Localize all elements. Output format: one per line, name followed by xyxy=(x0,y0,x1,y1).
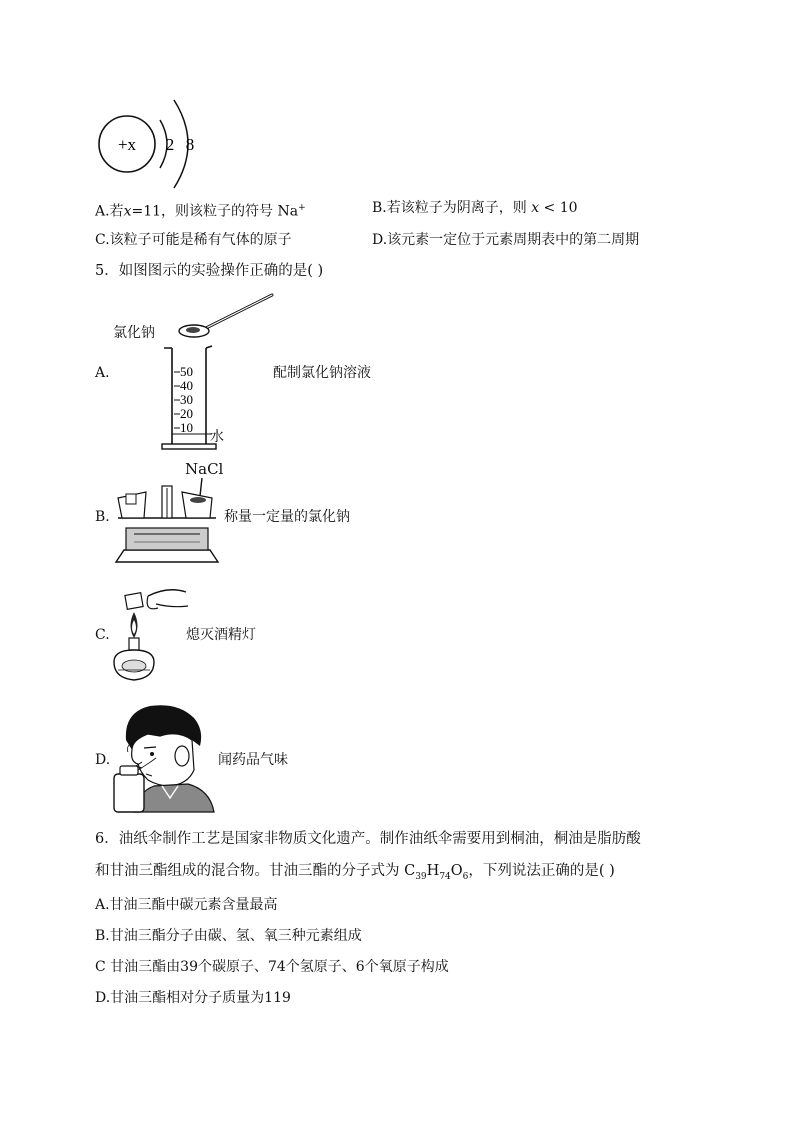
nucleus-charge: +x xyxy=(117,135,137,154)
q5-option-d-letter: D. xyxy=(95,752,111,768)
q6-option-c: C 甘油三酯由39个碳原子、74个氢原子、6个氧原子构成 xyxy=(95,959,449,975)
q4-option-b: B.若该粒子为阴离子，则 x < 10 xyxy=(372,200,578,216)
atom-structure-diagram xyxy=(90,92,210,192)
shell-electrons-2: 8 xyxy=(185,135,195,154)
q4-option-c: C.该粒子可能是稀有气体的原子 xyxy=(95,232,292,248)
q6-option-b: B.甘油三酯分子由碳、氢、氧三种元素组成 xyxy=(95,928,362,944)
formula-carbon-count: 39 xyxy=(415,871,427,882)
q6-stem-line1: 6．油纸伞制作工艺是国家非物质文化遗产。制作油纸伞需要用到桐油，桐油是脂肪酸 xyxy=(95,831,641,847)
cylinder-tick-30: 30 xyxy=(180,392,193,407)
q6-stem-line2: 和甘油三酯组成的混合物。甘油三酯的分子式为 $C_{39}H_{74}O_6$，下列说法正确的是( ) xyxy=(95,863,615,882)
salt-label: 氯化钠 xyxy=(113,325,155,341)
q4-option-d: D.该元素一定位于元素周期表中的第二周期 xyxy=(372,232,640,248)
smelling-illustration xyxy=(108,700,218,815)
q6-option-d: D.甘油三酯相对分子质量为119 xyxy=(95,990,291,1006)
cylinder-tick-20: 20 xyxy=(180,406,193,421)
water-label: 水 xyxy=(210,429,224,445)
q6-option-a: A.甘油三酯中碳元素含量最高 xyxy=(95,897,278,913)
formula-hydrogen-count: 74 xyxy=(439,871,451,882)
q5-option-a-letter: A. xyxy=(95,365,110,381)
q5-option-c-letter: C. xyxy=(95,627,110,643)
q5-option-a-caption: 配制氯化钠溶液 xyxy=(273,365,371,381)
cylinder-tick-10: 10 xyxy=(180,420,193,435)
q5-option-b-caption: 称量一定量的氯化钠 xyxy=(224,509,350,525)
alcohol-lamp-illustration xyxy=(108,582,196,690)
balance-scale xyxy=(112,478,224,564)
shell-electrons-1: 2 xyxy=(165,135,175,154)
q4-option-a: A.若x=11，则该粒子的符号 Na+ xyxy=(95,203,306,220)
graduated-cylinder xyxy=(158,346,238,452)
nacl-label: NaCl xyxy=(185,460,224,478)
spoon-illustration xyxy=(170,290,280,340)
q5-option-d-caption: 闻药品气味 xyxy=(218,752,288,768)
q5-option-b-letter: B. xyxy=(95,509,110,525)
cylinder-tick-50: 50 xyxy=(180,364,193,379)
cylinder-tick-40: 40 xyxy=(180,378,193,393)
q5-option-c-caption: 熄灭酒精灯 xyxy=(186,627,256,643)
q5-stem: 5．如图图示的实验操作正确的是( ) xyxy=(95,263,324,279)
formula-oxygen-count: 6 xyxy=(462,871,469,882)
